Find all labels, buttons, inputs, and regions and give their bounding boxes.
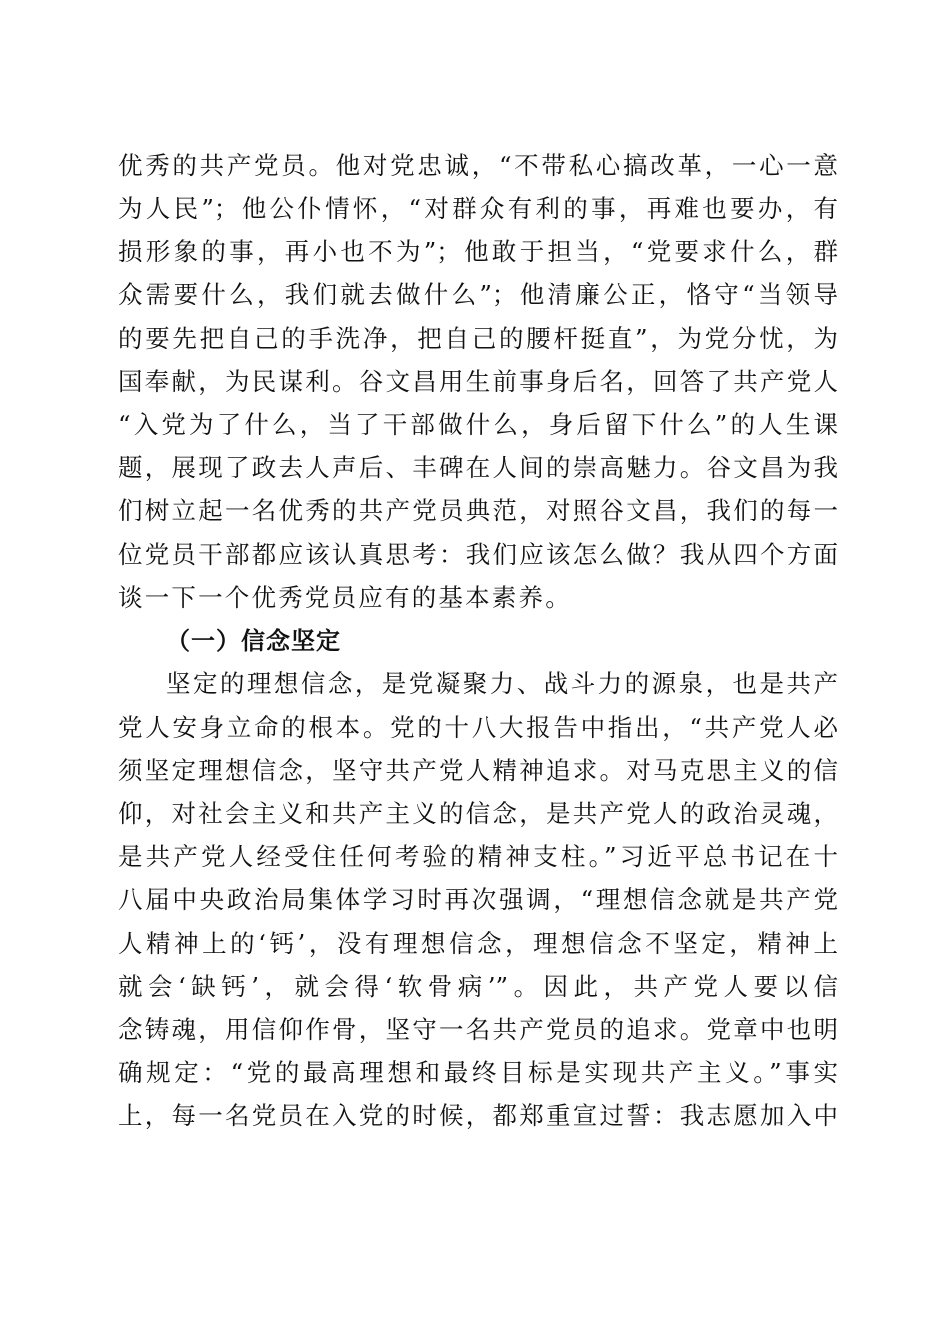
paragraph-line: 确规定：“党的最高理想和最终目标是实现共产主义。”事实 bbox=[118, 1058, 838, 1087]
paragraph-line: 须坚定理想信念，坚守共产党人精神追求。对马克思主义的信 bbox=[118, 756, 838, 785]
paragraph-line: 题，展现了政去人声后、丰碑在人间的崇高魅力。谷文昌为我 bbox=[118, 453, 838, 482]
paragraph-line: 念铸魂，用信仰作骨，坚守一名共产党员的追求。党章中也明 bbox=[118, 1015, 838, 1044]
paragraph-line: 优秀的共产党员。他对党忠诚，“不带私心搞改革，一心一意 bbox=[118, 151, 838, 180]
paragraph-line: 损形象的事，再小也不为”；他敢于担当，“党要求什么，群 bbox=[118, 237, 838, 266]
paragraph-line: 坚定的理想信念，是党凝聚力、战斗力的源泉，也是共产 bbox=[166, 669, 838, 698]
paragraph-line: “入党为了什么，当了干部做什么，身后留下什么”的人生课 bbox=[118, 410, 838, 439]
paragraph-line: 众需要什么，我们就去做什么”；他清廉公正，恪守“当领导 bbox=[118, 280, 838, 309]
paragraph-line: 党人安身立命的根本。党的十八大报告中指出，“共产党人必 bbox=[118, 713, 838, 742]
section-heading: （一）信念坚定 bbox=[166, 627, 341, 655]
paragraph-line: 是共产党人经受住任何考验的精神支柱。”习近平总书记在十 bbox=[118, 842, 838, 871]
paragraph-line: 人精神上的‘钙’，没有理想信念，理想信念不坚定，精神上 bbox=[118, 929, 838, 958]
paragraph-line: 们树立起一名优秀的共产党员典范，对照谷文昌，我们的每一 bbox=[118, 496, 838, 525]
paragraph-line: 仰，对社会主义和共产主义的信念，是共产党人的政治灵魂， bbox=[118, 799, 838, 828]
paragraph-line: 位党员干部都应该认真思考：我们应该怎么做？我从四个方面 bbox=[118, 540, 838, 569]
paragraph-line: 的要先把自己的手洗净，把自己的腰杆挺直”，为党分忧，为 bbox=[118, 324, 838, 353]
paragraph-line: 为人民”；他公仆情怀，“对群众有利的事，再难也要办，有 bbox=[118, 194, 838, 223]
paragraph-line: 八届中央政治局集体学习时再次强调，“理想信念就是共产党 bbox=[118, 885, 838, 914]
paragraph-line: 就会‘缺钙’，就会得‘软骨病’”。因此，共产党人要以信 bbox=[118, 972, 838, 1001]
paragraph-line: 谈一下一个优秀党员应有的基本素养。 bbox=[118, 583, 572, 612]
paragraph-line: 上，每一名党员在入党的时候，都郑重宣过誓：我志愿加入中 bbox=[118, 1101, 838, 1130]
paragraph-line: 国奉献，为民谋利。谷文昌用生前事身后名，回答了共产党人 bbox=[118, 367, 838, 396]
